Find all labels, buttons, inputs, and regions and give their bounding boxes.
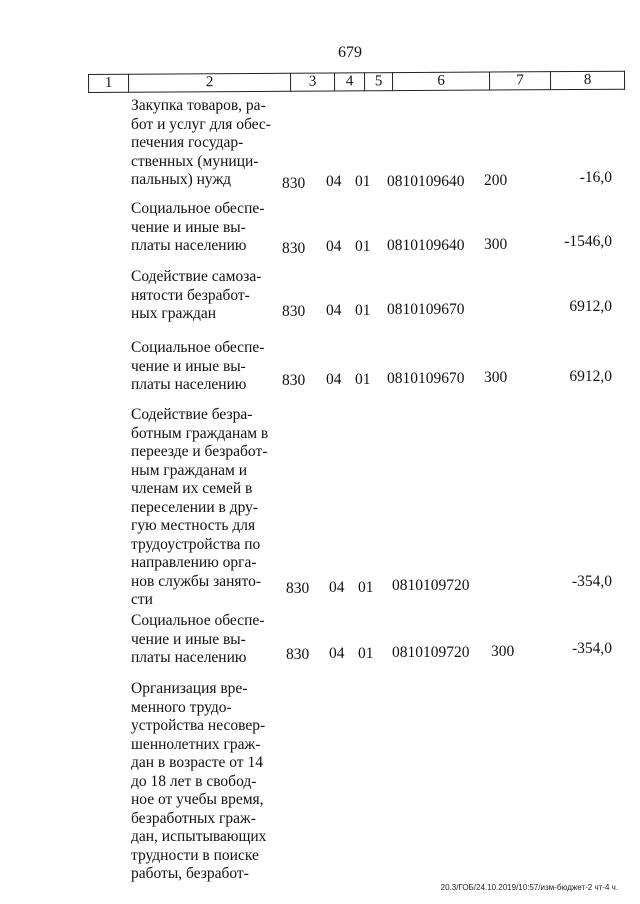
- page-number: 679: [338, 44, 362, 61]
- row-amount: -354,0: [571, 640, 612, 657]
- row-ministry-code: 830: [282, 240, 306, 257]
- row-description: Содействие безра- ботным гражданам в переезде и безработ- ным гражданам и членам их семей в переселении в дру- гую местность для трудоустройства по направлению орга- нов службы занято- сти: [131, 406, 269, 608]
- row-amount: 6912,0: [569, 368, 612, 385]
- header-col-7: 7: [489, 72, 550, 90]
- row-amount: -354,0: [571, 573, 612, 590]
- row-subsection: 01: [358, 645, 374, 662]
- row-section: 04: [326, 238, 342, 255]
- row-ministry-code: 830: [282, 303, 306, 320]
- row-subsection: 01: [355, 302, 371, 319]
- row-description: Организация вре- менного трудо- устройства несовер- шеннолетних граж- дан в возрасте от 14 до 18 лет в свобод- ное от учебы время, безработных граж- дан, испытывающих трудности в поиске работы, безработ-: [131, 680, 267, 882]
- header-col-8: 8: [550, 71, 624, 89]
- row-amount: 6912,0: [569, 298, 612, 315]
- row-amount: -1546,0: [564, 233, 612, 250]
- row-section: 04: [329, 645, 345, 662]
- row-target-article: 0810109720: [392, 644, 470, 661]
- row-expense-type: 200: [484, 172, 508, 189]
- row-section: 04: [326, 302, 342, 319]
- header-col-3: 3: [290, 73, 334, 91]
- row-description: Социальное обеспе- чение и иные вы- платы населению: [131, 612, 265, 666]
- document-footer-stamp: 20.3/ГОБ/24.10.2019/10:57/изм-бюджет-2 чт-4 ч.: [440, 883, 618, 892]
- row-ministry-code: 830: [286, 580, 310, 597]
- row-target-article: 0810109640: [387, 237, 465, 254]
- row-section: 04: [326, 371, 342, 388]
- header-col-4: 4: [334, 73, 364, 91]
- row-description: Социальное обеспе- чение и иные вы- платы населению: [131, 200, 265, 254]
- row-description: Закупка товаров, ра- бот и услуг для обес- печения государ- ственных (муници- пальных) нужд: [131, 97, 271, 188]
- row-target-article: 0810109720: [392, 577, 470, 594]
- header-col-1: 1: [89, 74, 129, 92]
- row-subsection: 01: [355, 238, 371, 255]
- row-expense-type: 300: [491, 643, 515, 660]
- row-ministry-code: 830: [286, 646, 310, 663]
- row-amount: -16,0: [579, 169, 612, 186]
- row-subsection: 01: [355, 173, 371, 190]
- row-description: Социальное обеспе- чение и иные вы- платы населению: [131, 339, 265, 393]
- row-section: 04: [326, 173, 342, 190]
- header-col-2: 2: [129, 73, 291, 92]
- row-target-article: 0810109670: [387, 301, 465, 318]
- row-target-article: 0810109670: [387, 370, 465, 387]
- row-section: 04: [329, 579, 345, 596]
- header-col-5: 5: [364, 73, 392, 91]
- row-subsection: 01: [355, 371, 371, 388]
- row-ministry-code: 830: [282, 372, 306, 389]
- row-expense-type: 300: [484, 236, 508, 253]
- row-subsection: 01: [358, 579, 374, 596]
- row-expense-type: 300: [484, 369, 508, 386]
- row-target-article: 0810109640: [387, 173, 465, 190]
- row-ministry-code: 830: [282, 175, 306, 192]
- header-col-6: 6: [392, 72, 489, 91]
- row-description: Содействие самоза- нятости безработ- ных граждан: [131, 268, 262, 322]
